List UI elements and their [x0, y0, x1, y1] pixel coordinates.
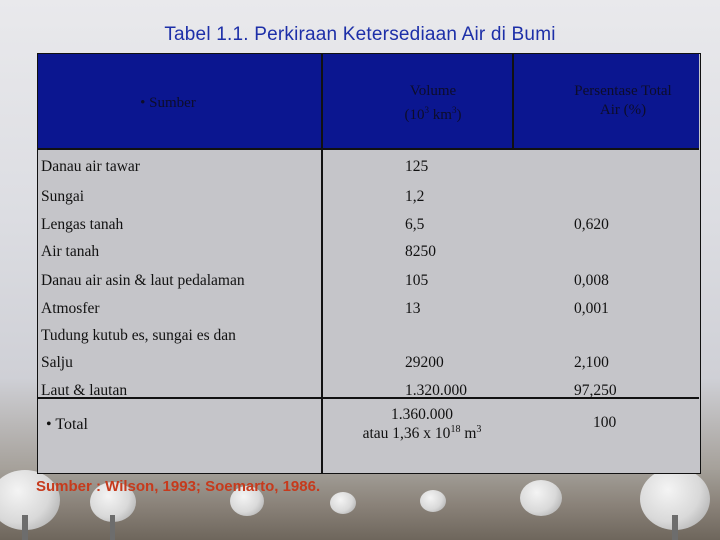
radio-dish-image — [520, 480, 562, 516]
row-label: Lengas tanah — [41, 216, 124, 233]
radio-dish-image — [330, 492, 356, 514]
header-percent-line2: Air (%) — [599, 102, 647, 118]
row-volume: 13 — [405, 300, 421, 317]
total-volume-line1: 1.360.000 — [391, 406, 453, 423]
row-label: Atmosfer — [41, 300, 100, 317]
total-label: • Total — [46, 416, 88, 433]
dish-mast — [110, 515, 115, 540]
dish-mast — [22, 515, 28, 540]
total-volume-unit-sup: 3 — [476, 424, 482, 435]
source-citation: Sumber : Wilson, 1993; Soemarto, 1986. — [36, 478, 321, 495]
column-divider — [512, 54, 514, 148]
radio-dish-image — [420, 490, 446, 512]
row-volume: 29200 — [405, 354, 444, 371]
header-sumber: • Sumber — [140, 95, 196, 111]
row-percent: 0,001 — [574, 300, 609, 317]
row-percent: 97,250 — [574, 382, 617, 399]
row-percent: 2,100 — [574, 354, 609, 371]
header-percent — [548, 82, 698, 120]
volume-unit-mid: km — [429, 107, 452, 123]
header-percent-line1: Persentase Total — [574, 83, 672, 99]
total-percent: 100 — [593, 414, 617, 431]
row-volume: 1.320.000 — [405, 382, 467, 399]
volume-unit-end: ) — [456, 107, 462, 123]
row-label: Laut & lautan — [41, 382, 128, 399]
row-volume: 125 — [405, 158, 429, 175]
row-percent: 0,008 — [574, 272, 609, 289]
header-volume — [373, 82, 493, 125]
total-volume — [338, 406, 506, 443]
total-volume-base: atau 1,36 x 10 — [362, 425, 451, 443]
header-volume-line1: Volume — [409, 83, 457, 99]
total-volume-unit: m — [460, 425, 477, 443]
row-volume: 1,2 — [405, 188, 425, 205]
row-divider — [38, 148, 699, 150]
row-label: Tudung kutub es, sungai es dan — [41, 327, 236, 344]
row-label: Danau air asin & laut pedalaman — [41, 272, 245, 289]
row-label: Danau air tawar — [41, 158, 140, 175]
row-volume: 6,5 — [405, 216, 425, 233]
row-volume: 105 — [405, 272, 429, 289]
row-label: Salju — [41, 354, 73, 371]
volume-unit-sup: 3 — [424, 105, 430, 115]
volume-unit-sup2: 3 — [451, 105, 457, 115]
slide-title: Tabel 1.1. Perkiraan Ketersediaan Air di Bumi — [164, 24, 556, 45]
column-divider — [321, 54, 323, 473]
row-percent: 0,620 — [574, 216, 609, 233]
dish-mast — [672, 515, 678, 540]
volume-unit-base: (10 — [404, 107, 425, 123]
total-volume-line2 — [338, 424, 506, 443]
row-label: Sungai — [41, 188, 85, 205]
row-volume: 8250 — [405, 243, 436, 260]
header-volume-line2 — [373, 101, 493, 125]
water-availability-table — [37, 53, 701, 474]
row-label: Air tanah — [41, 243, 100, 260]
total-volume-exponent: 18 — [450, 424, 461, 435]
